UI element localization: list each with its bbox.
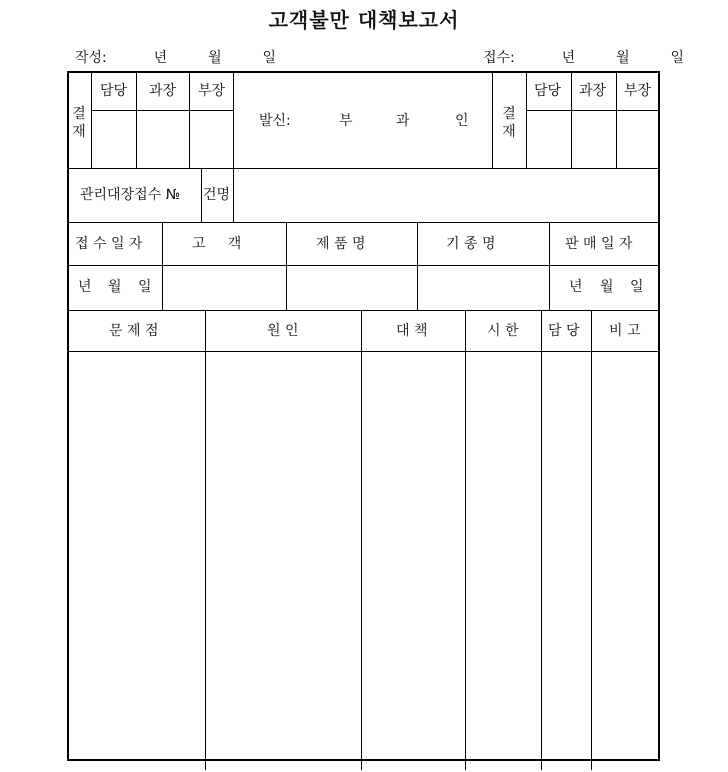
received-day: 일: [670, 50, 685, 66]
main-header-deadline: 시 한: [487, 323, 519, 339]
model-field[interactable]: [418, 266, 549, 310]
info-header-receipt-date: 접 수 일 자: [75, 236, 143, 252]
approval-right-role-3: 부장: [624, 83, 652, 99]
receipt-date-month: 월: [108, 279, 122, 295]
approval-right-sign-3[interactable]: [617, 111, 660, 168]
registry-label: 관리대장접수 №: [80, 187, 181, 203]
report-form: [67, 71, 660, 761]
person-column-body[interactable]: [542, 352, 591, 772]
approval-right-role-1: 담당: [534, 83, 562, 99]
sale-date-month: 월: [600, 279, 614, 295]
approval-right-sign-1[interactable]: [527, 111, 571, 168]
customer-field[interactable]: [163, 266, 286, 310]
approval-left-role-2: 과장: [149, 83, 177, 99]
approval-left-sign-1[interactable]: [92, 111, 136, 168]
approval-left-sign-3[interactable]: [190, 111, 233, 168]
cause-column-body[interactable]: [206, 352, 361, 772]
approval-right-sign-2[interactable]: [572, 111, 616, 168]
subject-field[interactable]: [234, 169, 660, 222]
sale-date-day: 일: [630, 279, 644, 295]
main-header-remarks: 비 고: [609, 323, 641, 339]
received-month: 월: [616, 50, 630, 66]
main-header-countermeasure: 대 책: [396, 323, 428, 339]
received-label: 접수:: [483, 50, 515, 66]
problem-column-body[interactable]: [69, 352, 205, 772]
received-year: 년: [561, 50, 576, 66]
sender-label: 발신:: [259, 113, 291, 129]
approval-left-role-3: 부장: [198, 83, 226, 99]
received-date-line: [483, 47, 684, 67]
written-date-line: [75, 47, 276, 67]
main-header-problem: 문 제 점: [109, 323, 159, 339]
product-field[interactable]: [287, 266, 417, 310]
sender-dept: 부: [339, 113, 353, 129]
main-header-cause: 원 인: [267, 323, 299, 339]
written-day: 일: [262, 50, 277, 66]
approval-left-role-1: 담당: [100, 83, 128, 99]
document-title: 고객불만 대책보고서: [268, 8, 460, 32]
sender-section: 과: [396, 113, 410, 129]
countermeasure-column-body[interactable]: [362, 352, 465, 772]
written-label: 작성:: [75, 50, 107, 66]
info-header-product: 제 품 명: [316, 236, 366, 252]
info-header-customer: 고 객: [192, 236, 242, 252]
deadline-column-body[interactable]: [466, 352, 541, 772]
approval-right-role-2: 과장: [579, 83, 607, 99]
subject-label: 건명: [203, 187, 231, 203]
approval-label-right: 결 재: [502, 106, 516, 140]
written-month: 월: [208, 50, 222, 66]
receipt-date-day: 일: [138, 279, 152, 295]
info-header-sale-date: 판 매 일 자: [565, 236, 633, 252]
info-header-model: 기 종 명: [446, 236, 496, 252]
remarks-column-body[interactable]: [592, 352, 660, 772]
sale-date-year: 년: [569, 279, 583, 295]
sender-seal: 인: [455, 113, 469, 129]
written-year: 년: [153, 50, 168, 66]
approval-label-left: 결 재: [72, 106, 86, 140]
main-header-person: 담 당: [548, 323, 580, 339]
receipt-date-year: 년: [78, 279, 92, 295]
approval-left-sign-2[interactable]: [137, 111, 189, 168]
